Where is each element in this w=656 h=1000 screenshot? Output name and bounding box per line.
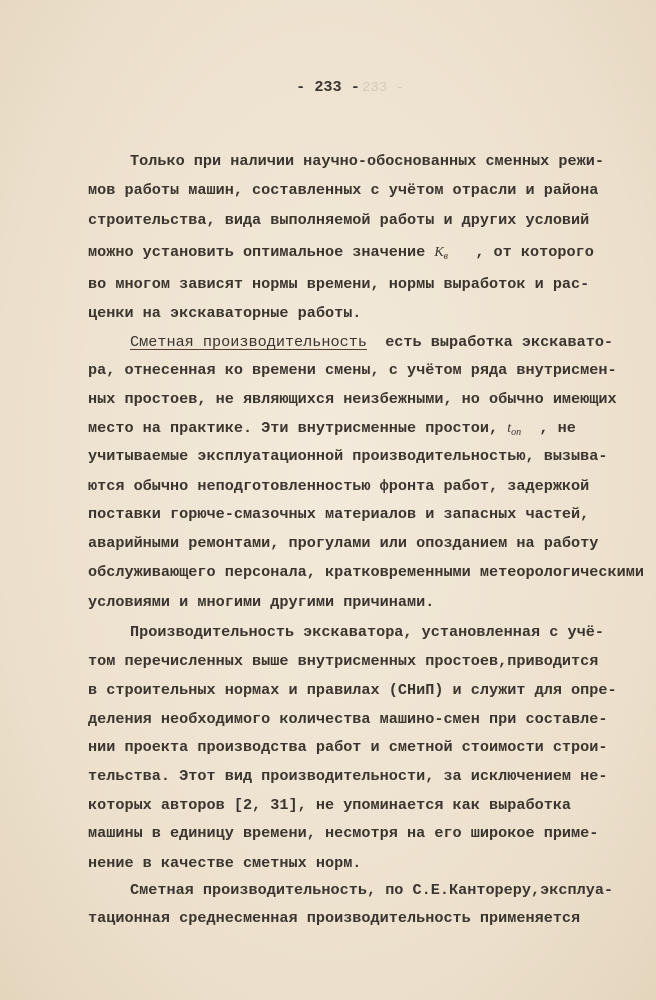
text-segment: можно установить оптимальное значение [88,243,435,261]
text-line [88,477,589,495]
text-segment: Только при наличии научно-обоснованных сменных режи- [130,152,604,170]
text-segment: обслуживающего персонала, кратковременными метеорологическими [88,563,644,581]
text-segment: ных простоев, не являющихся неизбежными, но обычно имеющих [88,390,617,408]
text-line [88,447,608,465]
text-segment: ются обычно неподготовленностью фронта работ, задержкой [88,477,590,495]
text-segment: тельства. Этот вид производительности, за исключением не- [88,767,608,785]
text-line [88,419,576,442]
text-line [88,796,571,814]
text-segment: аварийными ремонтами, прогулами или опозданием на работу [88,534,599,552]
text-segment: Производительность экскаватора, установленная с учё- [130,623,604,641]
text-line [88,854,361,872]
text-line [88,211,589,229]
text-segment: , от которого [447,243,594,261]
text-line [88,534,598,552]
text-line [88,390,617,408]
underlined-term: Сметная производительность [130,333,367,351]
math-symbol: t [507,421,512,436]
text-line [130,881,613,899]
text-line [88,304,361,322]
text-line [88,710,608,728]
text-segment: ценки на экскаваторные работы. [88,304,362,322]
text-segment: поставки горюче-смазочных материалов и запасных частей, [88,505,590,523]
text-segment: деления необходимого количества машино-смен при составле- [88,710,608,728]
text-line [130,152,604,170]
text-line [130,623,604,641]
text-line [130,333,613,351]
math-symbol: К [434,245,444,260]
math-symbol: оп [511,427,522,438]
text-line [88,767,608,785]
text-line [88,361,617,379]
text-segment: которых авторов [2, 31], не упоминается как выработка [88,796,572,814]
text-segment: том перечисленных выше внутрисменных простоев,приводится [88,652,599,670]
text-segment: во многом зависят нормы времени, нормы выработок и рас- [88,275,590,293]
bleed-through-page-number: 233 - [362,80,405,96]
math-symbol: в [443,251,448,262]
text-line [88,652,598,670]
text-segment: есть выработка экскавато- [366,333,614,351]
text-segment: место на практике. Эти внутрисменные простои, [88,419,508,437]
text-segment: учитываемые эксплуатационной производительностью, вызыва- [88,447,608,465]
text-line [88,909,580,927]
text-segment: строительства, вида выполняемой работы и других условий [88,211,590,229]
text-segment: мов работы машин, составленных с учётом отрасли и района [88,181,599,199]
text-segment: ра, отнесенная ко времени смены, с учётом ряда внутрисмен- [88,361,617,379]
text-line [88,738,608,756]
text-line [88,563,644,581]
text-segment: тационная среднесменная производительность применяется [88,909,581,927]
text-segment: нение в качестве сметных норм. [88,854,362,872]
text-line [88,181,598,199]
text-segment: машины в единицу времени, несмотря на его широкое приме- [88,824,599,842]
text-line [88,505,589,523]
text-segment: в строительных нормах и правилах (СНиП) и служит для опре- [88,681,617,699]
text-segment: нии проекта производства работ и сметной стоимости строи- [88,738,608,756]
text-line [88,275,589,293]
text-line [88,593,434,611]
text-line [88,243,594,266]
text-segment: Сметная производительность, по С.Е.Кантореру,эксплуа- [130,881,614,899]
text-line [88,824,598,842]
page-number: - 233 - [296,78,360,96]
text-segment: условиями и многими другими причинами. [88,593,435,611]
text-line [88,681,617,699]
text-segment: , не [521,419,576,437]
